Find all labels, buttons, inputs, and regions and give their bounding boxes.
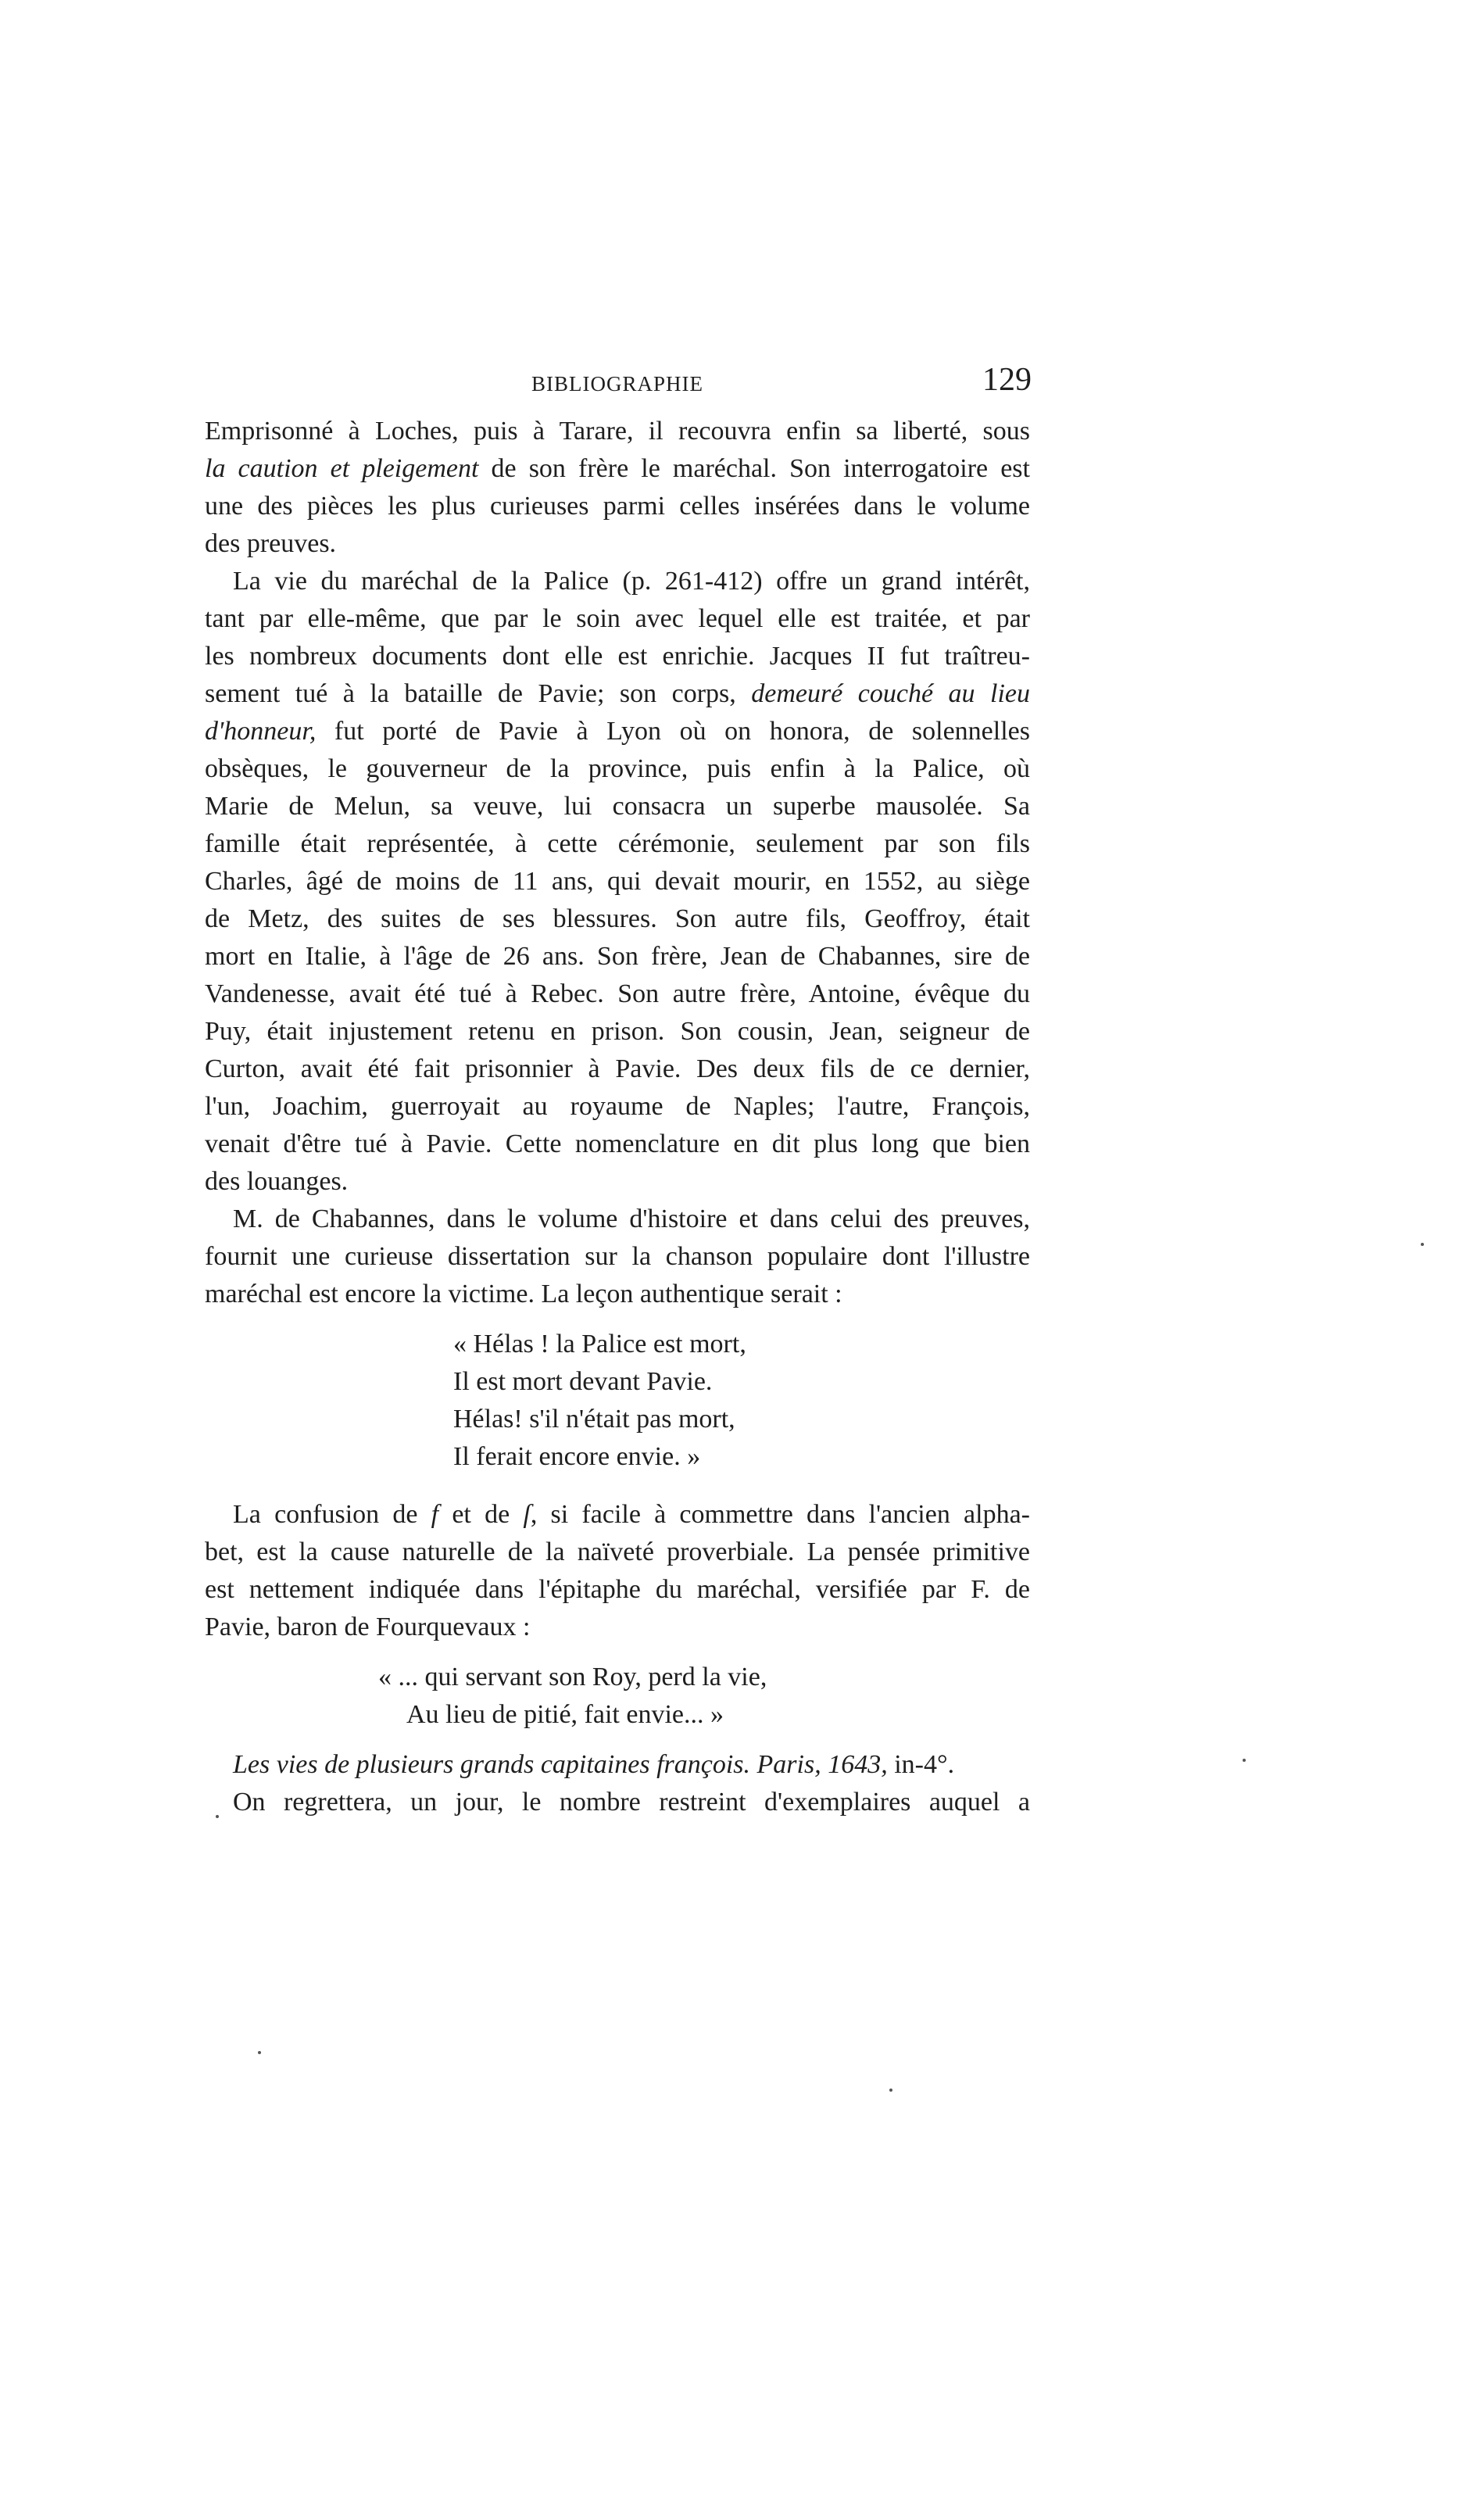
- scan-speck: [258, 2051, 261, 2054]
- scan-speck: [889, 2089, 892, 2092]
- text-span: sement tué à la bataille de Pavie; son corps,: [205, 679, 752, 708]
- text-line: fournit une curieuse dissertation sur la chanson populaire dont l'illustre: [205, 1242, 1030, 1271]
- text-line: Emprisonné à Loches, puis à Tarare, il recouvra enfin sa liberté, sous: [205, 417, 1030, 446]
- running-head: [203, 361, 1032, 408]
- text-line: [205, 1496, 1030, 1534]
- text-line: les nombreux documents dont elle est enrichie. Jacques II fut traîtreu-: [205, 642, 1030, 671]
- text-line: venait d'être tué à Pavie. Cette nomenclature en dit plus long que bien: [205, 1129, 1030, 1158]
- italic-phrase: demeuré couché au lieu: [751, 679, 1030, 708]
- verse-line: Hélas! s'il n'était pas mort,: [453, 1405, 735, 1434]
- text-line: obsèques, le gouverneur de la province, puis enfin à la Palice, où: [205, 754, 1030, 783]
- text-line: l'un, Joachim, guerroyait au royaume de Naples; l'autre, François,: [205, 1092, 1030, 1121]
- citation-format: in-4°.: [887, 1750, 955, 1779]
- text-line: Puy, était injustement retenu en prison. Son cousin, Jean, seigneur de: [205, 1017, 1030, 1046]
- running-title: BIBLIOGRAPHIE: [531, 372, 703, 396]
- text-span: de son frère le maréchal. Son interrogatoire est: [478, 454, 1030, 483]
- verse-line: Il ferait encore envie. »: [453, 1442, 701, 1471]
- verse-line: Il est mort devant Pavie.: [453, 1367, 713, 1396]
- scan-speck: [1243, 1759, 1246, 1762]
- text-line: tant par elle-même, que par le soin avec lequel elle est traitée, et par: [205, 604, 1030, 633]
- text-line: Pavie, baron de Fourquevaux :: [205, 1613, 531, 1641]
- text-line: des preuves.: [205, 529, 337, 558]
- text-line: [205, 450, 1030, 488]
- text-line: une des pièces les plus curieuses parmi celles insérées dans le volume: [205, 492, 1030, 521]
- text-line: bet, est la cause naturelle de la naïveté proverbiale. La pensée primitive: [205, 1537, 1030, 1566]
- text-line: On regrettera, un jour, le nombre restreint d'exemplaires auquel a: [233, 1788, 1030, 1817]
- text-line: La vie du maréchal de la Palice (p. 261-412) offre un grand intérêt,: [233, 567, 1030, 596]
- text-line: Marie de Melun, sa veuve, lui consacra un superbe mausolée. Sa: [205, 792, 1030, 821]
- text-line: famille était représentée, à cette cérémonie, seulement par son fils: [205, 829, 1030, 858]
- text-line: mort en Italie, à l'âge de 26 ans. Son frère, Jean de Chabannes, sire de: [205, 942, 1030, 971]
- citation-title: Les vies de plusieurs grands capitaines françois. Paris, 1643,: [233, 1750, 888, 1779]
- italic-phrase: la caution et pleigement: [205, 454, 479, 483]
- page-number: 129: [982, 362, 1032, 398]
- scan-speck: [1421, 1243, 1424, 1246]
- text-span: et de: [438, 1500, 524, 1529]
- text-line: maréchal est encore la victime. La leçon authentique serait :: [205, 1280, 842, 1308]
- verse-line: « Hélas ! la Palice est mort,: [453, 1330, 746, 1358]
- scan-speck: [216, 1815, 219, 1818]
- text-block: [205, 413, 1030, 1821]
- text-span: fut porté de Pavie à Lyon où on honora, de solennelles: [316, 717, 1030, 746]
- italic-phrase: d'honneur,: [205, 717, 317, 746]
- text-span: La confusion de: [233, 1500, 431, 1529]
- italic-letter-long-s: ſ: [523, 1500, 531, 1529]
- text-line: Charles, âgé de moins de 11 ans, qui devait mourir, en 1552, au siège: [205, 867, 1030, 896]
- text-line: [205, 713, 1030, 750]
- text-line: M. de Chabannes, dans le volume d'histoire et dans celui des preuves,: [233, 1205, 1030, 1233]
- text-line: [205, 675, 1030, 713]
- text-line: de Metz, des suites de ses blessures. Son autre fils, Geoffroy, était: [205, 904, 1030, 933]
- text-span: , si facile à commettre dans l'ancien alpha-: [530, 1500, 1030, 1529]
- citation-line: [205, 1746, 1030, 1784]
- verse-line: « ... qui servant son Roy, perd la vie,: [378, 1663, 767, 1691]
- text-line: Vandenesse, avait été tué à Rebec. Son autre frère, Antoine, évêque du: [205, 979, 1030, 1008]
- text-line: est nettement indiquée dans l'épitaphe du maréchal, versifiée par F. de: [205, 1575, 1030, 1604]
- italic-letter-f: f: [431, 1500, 439, 1529]
- text-line: Curton, avait été fait prisonnier à Pavie. Des deux fils de ce dernier,: [205, 1054, 1030, 1083]
- text-line: des louanges.: [205, 1167, 349, 1196]
- verse-line: Au lieu de pitié, fait envie... »: [406, 1700, 724, 1729]
